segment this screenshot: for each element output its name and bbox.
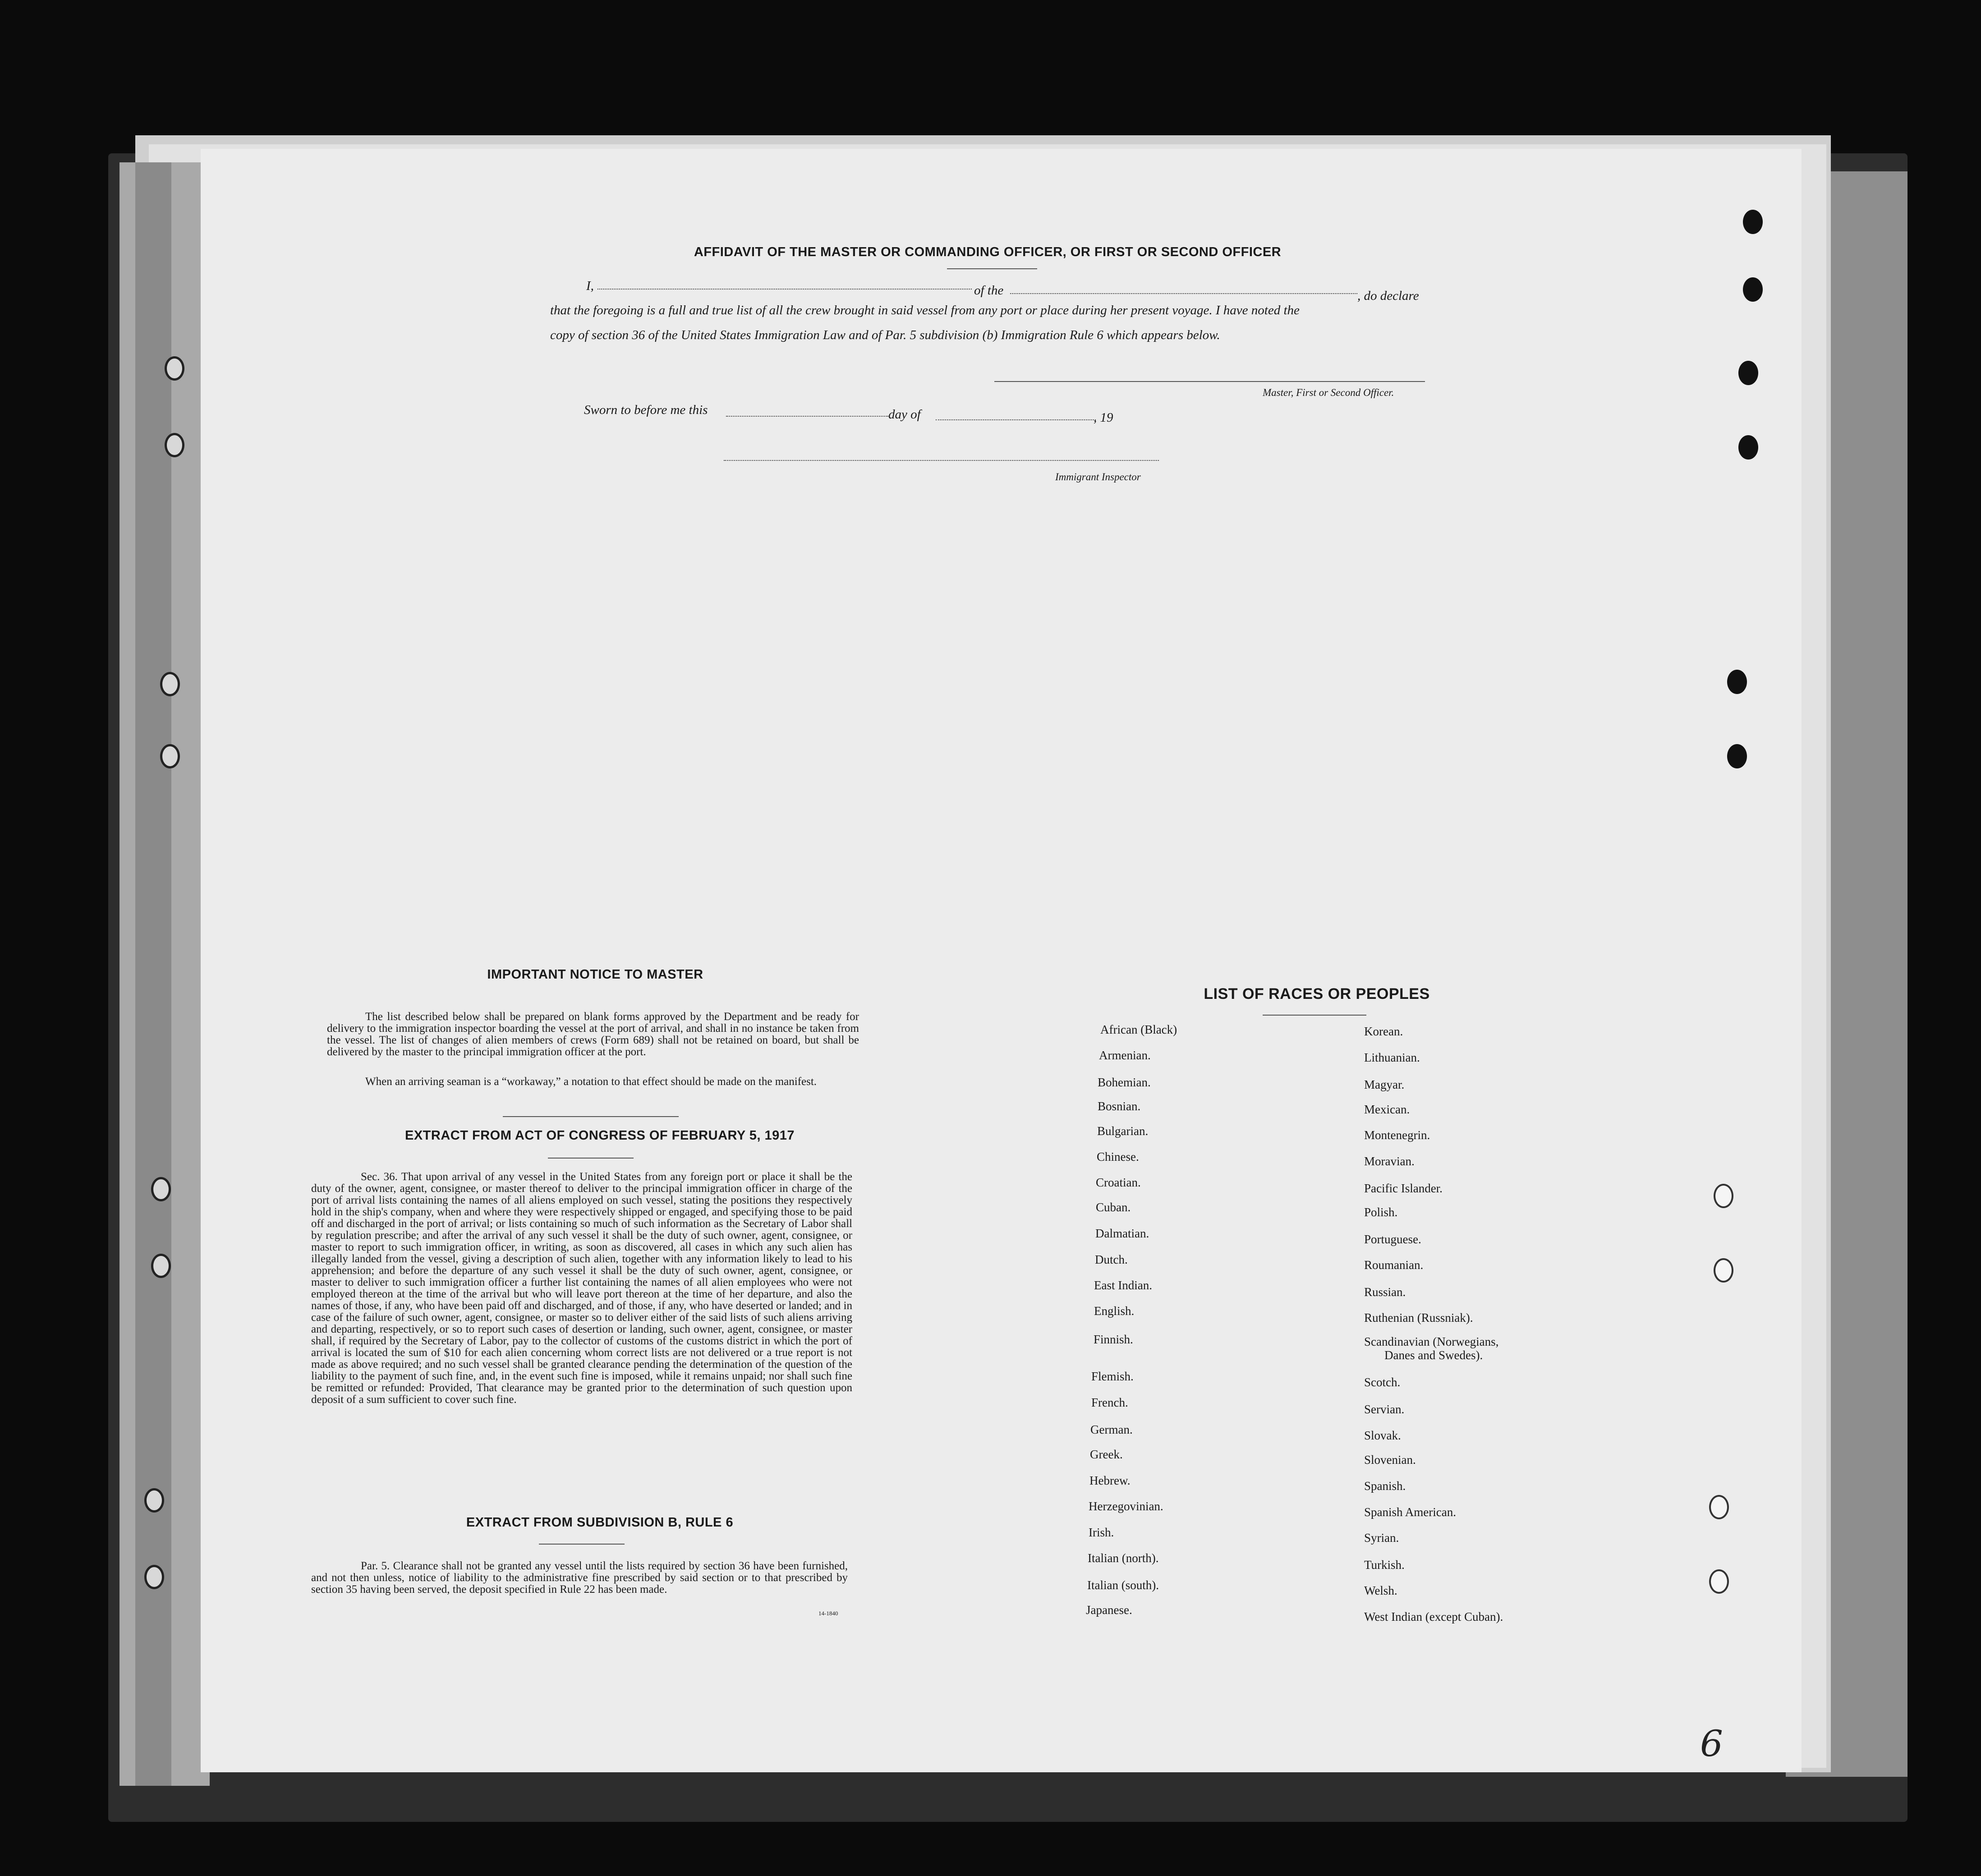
punch-hole: [1714, 1184, 1733, 1208]
race-list-item: East Indian.: [1094, 1278, 1152, 1292]
race-list-item: Portuguese.: [1364, 1232, 1421, 1246]
binder-hole: [151, 1177, 171, 1201]
divider: [1263, 1015, 1366, 1016]
race-list-item: Spanish American.: [1364, 1505, 1456, 1519]
act-extract-text: Sec. 36. That upon arrival of any vessel in the United States from any foreign port or place it shall be the duty of the owner, agent, consignee, or master thereof to deliver to the principal immigration officer in charge of the port of arrival lists containing the names of all aliens employed on such vessel, stating the positions they respectively hold in the ship's company, when and where they were respectively shipped or engaged, and specifying those to be paid off and discharged in the port of arrival; or lists containing so much of such information as the Secretary of Labor shall by regulation prescribe; and after the arrival of any such vessel it shall be the duty of such owner, agent, consignee, or master to report to such immigration officer, in writing, as soon as discovered, all cases in which any such alien has illegally landed from the vessel, giving a description of such alien, together with any information likely to lead to his apprehension; and before the departure of any such vessel it shall be the duty of such owner, agent, consignee, or master to deliver to such immigration officer a further list containing the names of all alien employees who were not employed thereon at the time of the arrival but who will leave port thereon at the time of her departure, and also the names of those, if any, who have been paid off and discharged, and of those, if any, who have deserted or landed; and in case of the failure of such owner, agent, consignee, or master so to deliver either of the said lists of such aliens arriving and departing, respectively, or so to report such cases of desertion or landing, such owner, agent, consignee, or master shall, if required by the Secretary of Labor, pay to the collector of customs of the customs district in which the port of arrival is located the sum of $10 for each alien concerning whom correct lists are not delivered or a true report is not made as above required; and no such vessel shall be granted clearance pending the determination of the question of the liability to the payment of such fine, and, in the event such fine is imposed, while it remains unpaid; nor shall such fine be remitted or refunded: Provided, That clearance may be granted prior to the determination of such question upon deposit of a sum sufficient to cover such fine.: [311, 1171, 852, 1406]
punch-hole: [1743, 277, 1763, 302]
race-list-item: Lithuanian.: [1364, 1051, 1420, 1064]
race-list-item: Armenian.: [1099, 1048, 1151, 1062]
race-list-item: Polish.: [1364, 1205, 1398, 1219]
race-list-item: German.: [1090, 1423, 1133, 1436]
binder-hole: [144, 1565, 164, 1589]
race-list-item: Japanese.: [1086, 1603, 1132, 1617]
race-list-item: Italian (north).: [1088, 1551, 1159, 1565]
inspector-line: [724, 460, 1159, 461]
race-list-item: Bohemian.: [1098, 1076, 1151, 1089]
race-list-item: African (Black): [1100, 1023, 1177, 1036]
punch-hole: [1743, 210, 1763, 234]
page-stack-left-shadow: [135, 162, 171, 1786]
inspector-label: Immigrant Inspector: [1055, 471, 1141, 483]
race-list-item: Korean.: [1364, 1025, 1403, 1038]
signature-line: [994, 381, 1425, 382]
punch-hole: [1738, 435, 1758, 460]
name-blank: [598, 289, 972, 290]
binder-hole: [151, 1254, 171, 1278]
form-number: 14-1840: [818, 1610, 838, 1617]
affidavit-line2: that the foregoing is a full and true list of all the crew brought in said vessel from any port or place during her present voyage. I have noted the: [550, 303, 1300, 317]
race-list-item: English.: [1094, 1304, 1135, 1318]
notice-paragraph-2: When an arriving seaman is a “workaway,” a notation to that effect should be made on the manifest.: [365, 1076, 817, 1088]
race-list-item: Dutch.: [1095, 1253, 1128, 1266]
race-list-item: Bosnian.: [1098, 1099, 1141, 1113]
race-list-item: Flemish.: [1091, 1370, 1134, 1383]
rule-extract-text: Par. 5. Clearance shall not be granted any vessel until the lists required by section 36 have been furnished, and not then unless, notice of liability to the administrative fine prescribed by said section or to that prescribed by section 35 having been served, the deposit specified in Rule 22 has been made.: [311, 1560, 848, 1596]
race-list-item: West Indian (except Cuban).: [1364, 1610, 1503, 1623]
race-list-item: Slovak.: [1364, 1429, 1401, 1442]
race-list-item: Ruthenian (Russniak).: [1364, 1311, 1473, 1324]
race-list-item: Spanish.: [1364, 1479, 1406, 1493]
divider: [548, 1158, 634, 1159]
notice-title: IMPORTANT NOTICE TO MASTER: [487, 967, 703, 982]
race-list-item: Croatian.: [1096, 1176, 1141, 1189]
race-list-item: Chinese.: [1097, 1150, 1139, 1163]
punch-hole: [1709, 1495, 1729, 1519]
affidavit-title: AFFIDAVIT OF THE MASTER OR COMMANDING OFFICER, OR FIRST OR SECOND OFFICER: [694, 245, 1282, 259]
race-list-item: Greek.: [1090, 1448, 1123, 1461]
binder-hole: [165, 356, 184, 381]
binder-hole: [165, 433, 184, 457]
race-list-item: Danes and Swedes).: [1384, 1348, 1483, 1362]
vessel-blank: [1010, 293, 1357, 294]
race-list-item: Herzegovinian.: [1089, 1499, 1163, 1513]
sworn-start: Sworn to before me this: [584, 403, 708, 417]
race-list-item: Finnish.: [1094, 1333, 1133, 1346]
race-list-item: Bulgarian.: [1097, 1124, 1149, 1138]
rule-extract-title: EXTRACT FROM SUBDIVISION B, RULE 6: [466, 1515, 734, 1530]
race-list-item: Scandinavian (Norwegians,: [1364, 1335, 1499, 1348]
affidavit-line1-mid: of the: [974, 283, 1004, 298]
punch-hole: [1727, 670, 1747, 694]
divider: [947, 268, 1037, 269]
handwritten-page-number: 6: [1700, 1723, 1723, 1765]
act-extract-title: EXTRACT FROM ACT OF CONGRESS OF FEBRUARY 5, 1917: [404, 1128, 795, 1143]
punch-hole: [1709, 1569, 1729, 1594]
day-blank: [726, 416, 888, 417]
race-list-item: Pacific Islander.: [1364, 1182, 1443, 1195]
race-list-item: Roumanian.: [1364, 1258, 1424, 1272]
race-list-item: Scotch.: [1364, 1375, 1401, 1389]
divider: [503, 1116, 679, 1117]
binder-hole: [160, 744, 180, 768]
race-list-item: Syrian.: [1364, 1531, 1399, 1545]
race-list-item: Russian.: [1364, 1285, 1406, 1299]
race-list-item: Montenegrin.: [1364, 1128, 1430, 1142]
punch-hole: [1714, 1258, 1733, 1283]
affidavit-line3: copy of section 36 of the United States Immigration Law and of Par. 5 subdivision (b) Immigration Rule 6 which appears below.: [550, 328, 1220, 342]
race-list-item: Servian.: [1364, 1402, 1405, 1416]
race-list-item: Slovenian.: [1364, 1453, 1416, 1467]
sworn-end: , 19: [1094, 410, 1113, 425]
signature-label: Master, First or Second Officer.: [1263, 387, 1394, 398]
race-list-item: Magyar.: [1364, 1078, 1405, 1091]
affidavit-line1-start: I,: [586, 279, 594, 293]
affidavit-line1-end: , do declare: [1357, 289, 1419, 303]
binder-hole: [144, 1488, 164, 1513]
punch-hole: [1738, 361, 1758, 385]
sworn-mid: day of: [888, 407, 921, 422]
race-list-item: Cuban.: [1096, 1200, 1131, 1214]
races-title: LIST OF RACES OR PEOPLES: [1204, 985, 1430, 1002]
race-list-item: Welsh.: [1364, 1584, 1397, 1597]
binder-hole: [160, 672, 180, 696]
race-list-item: Mexican.: [1364, 1103, 1410, 1116]
race-list-item: Turkish.: [1364, 1558, 1405, 1572]
race-list-item: Moravian.: [1364, 1154, 1415, 1168]
punch-hole: [1727, 744, 1747, 768]
race-list-item: Irish.: [1089, 1526, 1114, 1539]
notice-paragraph: The list described below shall be prepared on blank forms approved by the Department and be ready for delivery to the immigration inspector boarding the vessel at the port of arrival, and shall in no instance be taken from the vessel. The list of changes of alien members of crews (Form 689) shall not be retained on board, but shall be delivered by the master to the principal immigration officer at the port.: [327, 1011, 859, 1058]
race-list-item: French.: [1091, 1396, 1128, 1409]
month-blank: [936, 419, 1096, 420]
divider: [539, 1544, 625, 1545]
race-list-item: Italian (south).: [1087, 1578, 1159, 1592]
race-list-item: Hebrew.: [1089, 1474, 1131, 1487]
race-list-item: Dalmatian.: [1095, 1227, 1149, 1240]
